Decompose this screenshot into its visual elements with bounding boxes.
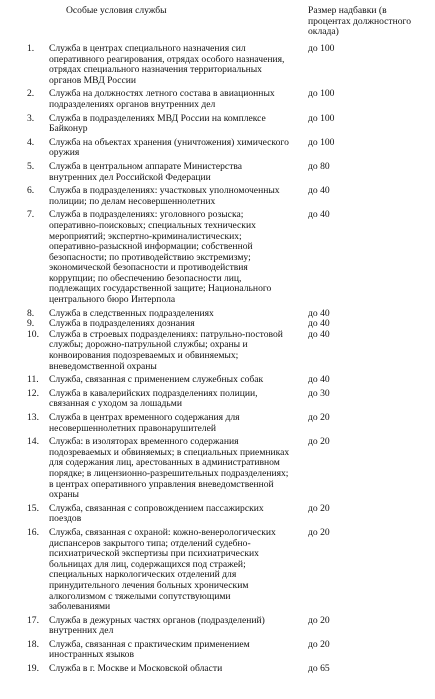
- table-header: [0, 4, 435, 44]
- row-number: 8.: [27, 307, 35, 319]
- row-number: 4.: [27, 136, 35, 148]
- row-number: 13.: [27, 412, 39, 423]
- row-condition: Служба, связанная с применением служебных собак: [49, 374, 264, 386]
- row-allowance: до 40: [308, 328, 330, 340]
- table-body: [0, 44, 435, 675]
- table-row: [0, 162, 435, 183]
- table-row: [0, 616, 435, 637]
- row-allowance: до 65: [308, 663, 330, 675]
- table-row: [0, 528, 435, 613]
- table-row: [0, 114, 435, 135]
- row-number: 15.: [27, 502, 39, 514]
- row-allowance: до 40: [308, 209, 330, 221]
- row-condition: Служба в центрах специального назначения сил оперативного реагирования, отрядах особого назначения, отрядах специального назначения территориальных органов МВД России: [49, 43, 285, 86]
- table-row: [0, 640, 435, 661]
- row-condition: Служба в центрах временного содержания для несовершеннолетних правонарушителей: [49, 412, 240, 434]
- table-row: [0, 413, 435, 434]
- row-allowance: до 40: [308, 374, 330, 386]
- table-row: [0, 375, 435, 386]
- header-condition: Особые условия службы: [66, 5, 167, 16]
- table-row: [0, 664, 435, 675]
- row-condition: Служба на должностях летного состава в авиационных подразделениях органов внутренних дел: [49, 88, 275, 110]
- row-number: 1.: [27, 43, 35, 54]
- row-number: 17.: [27, 614, 39, 626]
- row-number: 19.: [27, 663, 39, 675]
- row-condition: Служба: в изоляторах временного содержания подозреваемых и обвиняемых; в специальных приемниках для содержания лиц, арестованных в административном порядке; в лицензионно-разрешительных подразделениях; в центрах оперативного управления вневедомственной охраны: [49, 436, 290, 501]
- row-allowance: до 20: [308, 638, 330, 650]
- row-allowance: до 20: [308, 436, 330, 448]
- row-number: 18.: [27, 638, 39, 650]
- table-row: [0, 330, 435, 372]
- row-number: 5.: [27, 160, 35, 172]
- row-number: 6.: [27, 185, 35, 197]
- table-row: [0, 89, 435, 110]
- row-condition: Служба, связанная с сопровождением пассажирских поездов: [49, 502, 264, 525]
- table-row: [0, 138, 435, 159]
- row-condition: Служба в кавалерийских подразделениях полиции, связанная с уходом за лошадьми: [49, 387, 258, 410]
- row-condition: Служба в подразделениях МВД России на комплексе Байконур: [49, 112, 266, 135]
- row-condition: Служба в подразделениях: участковых уполномоченных полиции; по делам несовершеннолетних: [49, 185, 280, 207]
- table-row: [0, 437, 435, 501]
- row-number: 11.: [27, 374, 39, 386]
- row-allowance: до 80: [308, 160, 330, 172]
- row-condition: Служба в г. Москве и Московской области: [49, 663, 223, 675]
- row-condition: Служба в подразделениях: уголовного розыска; оперативно-поисковых; специальных технических мероприятий; экспертно-криминалистических; оперативно-разыскной информации; собственной безопасности; по противодействию экстремизму; экономической безопасности и противодействия коррупции; по обеспечению безопасности лиц, подлежащих государственной защите; Национального центрального бюро Интерпола: [49, 209, 272, 306]
- row-allowance: до 40: [308, 318, 330, 330]
- row-number: 2.: [27, 88, 35, 100]
- row-condition: Служба, связанная с практическим применением иностранных языков: [49, 638, 250, 661]
- row-number: 10.: [27, 328, 39, 340]
- row-condition: Служба, связанная с охраной: кожно-венерологических диспансеров закрытого типа; отделений судебно-психиатрической экспертизы при психиатрических больницах для лиц, содержащихся под стражей; специальных наркологических отделений для принудительного лечения больных хроническим алкоголизмом с тяжелыми сопутствующими заболеваниями: [49, 526, 276, 613]
- table-row: [0, 186, 435, 207]
- row-allowance: до 40: [308, 185, 330, 197]
- row-allowance: до 100: [308, 136, 335, 148]
- row-allowance: до 20: [308, 526, 330, 538]
- row-condition: Служба в строевых подразделениях: патрульно-постовой службы; дорожно-патрульной службы; охраны и конвоирования подозреваемых и обвиняемых; вневедомственной охраны: [49, 328, 283, 372]
- row-allowance: до 100: [308, 43, 335, 54]
- row-number: 14.: [27, 436, 39, 448]
- row-allowance: до 20: [308, 614, 330, 626]
- row-number: 7.: [27, 209, 35, 221]
- row-condition: Служба в дежурных частях органов (подразделений) внутренних дел: [49, 614, 265, 637]
- row-number: 9.: [27, 318, 35, 330]
- row-number: 16.: [27, 526, 39, 538]
- row-number: 3.: [27, 112, 35, 124]
- row-allowance: до 30: [308, 387, 330, 399]
- row-allowance: до 20: [308, 412, 330, 423]
- row-condition: Служба в центральном аппарате Министерства внутренних дел Российской Федерации: [49, 160, 243, 183]
- row-number: 12.: [27, 387, 39, 399]
- table-row: [0, 389, 435, 410]
- table-row: [0, 504, 435, 525]
- table-row: [0, 44, 435, 86]
- row-allowance: до 100: [308, 112, 335, 124]
- row-condition: Служба в подразделениях дознания: [49, 318, 195, 330]
- row-condition: Служба в следственных подразделениях: [49, 307, 214, 319]
- table-row: [0, 210, 435, 305]
- row-allowance: до 20: [308, 502, 330, 514]
- row-allowance: до 100: [308, 88, 335, 100]
- row-allowance: до 40: [308, 307, 330, 319]
- row-condition: Служба на объектах хранения (уничтожения) химического оружия: [49, 136, 289, 159]
- header-size: Размер надбавки (в процентах должностного оклада): [308, 5, 412, 38]
